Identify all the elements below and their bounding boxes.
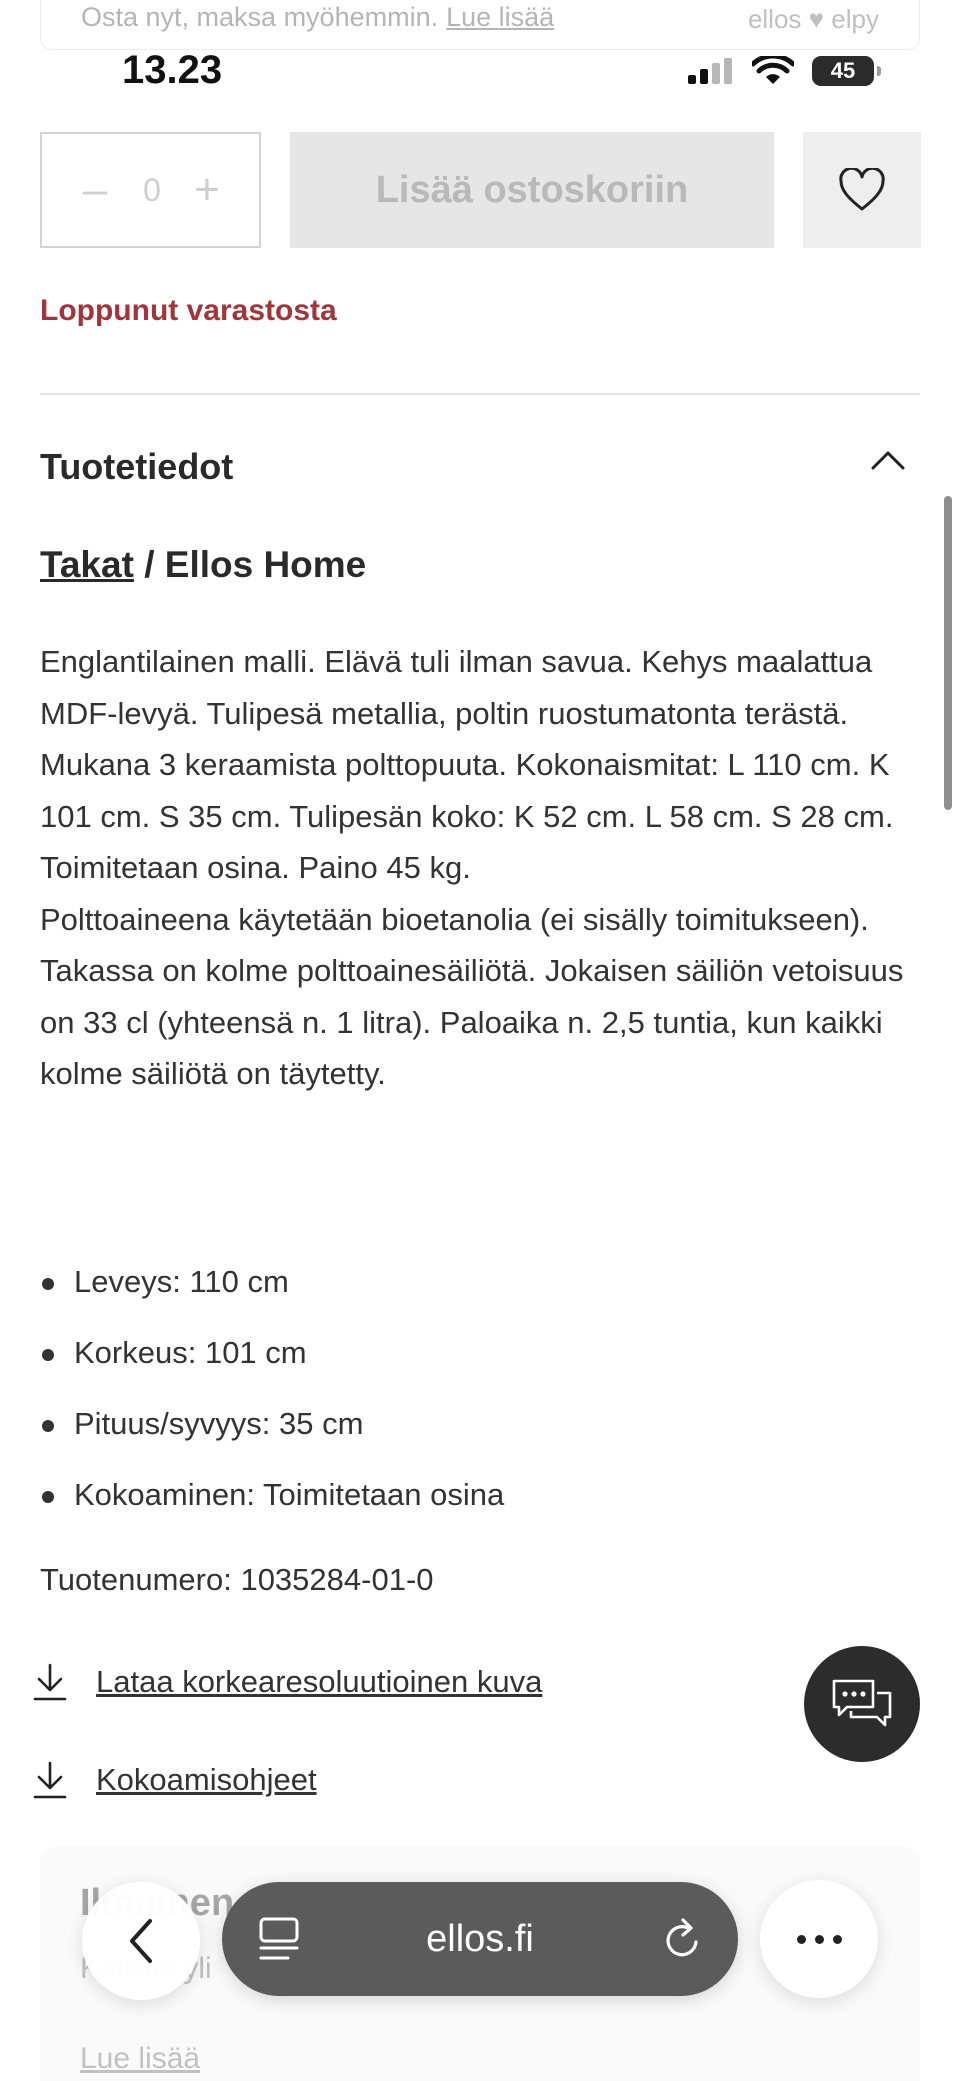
quantity-value[interactable]: 0 [143, 172, 161, 208]
browser-url-bar[interactable] [222, 1882, 738, 1996]
chat-button[interactable] [804, 1646, 920, 1762]
promo-banner [40, 0, 920, 50]
status-bar [0, 44, 960, 104]
product-description: Englantilainen malli. Elävä tuli ilman savua. Kehys maalattua MDF-levyä. Tulipesä metallia, poltin ruostumatonta terästä. Mukana 3 keraamista polttopuuta. Kokonaismitat: L 110 cm. K 101 cm. S 35 cm. Tulipesän koko: K 52 cm. L 58 cm. S 28 cm. Toimitetaan osina. Paino 45 kg. Polttoaineena käytetään bioetanolia (ei sisälly toimitukseen). Takassa on kolme polttoainesäiliötä. Jokaisen säiliön vetoisuus on 33 cl (yhteensä n. 1 litra). Paloaika n. 2,5 tuntia, kun kaikki kolme säiliötä on täytetty. [40, 644, 904, 1091]
breadcrumb-category-link[interactable]: Takat [40, 544, 134, 585]
download-assembly-instructions-link[interactable] [32, 1752, 317, 1808]
breadcrumb-brand: Ellos Home [164, 544, 367, 585]
breadcrumb-separator: / [133, 544, 165, 585]
more-icon [797, 1935, 806, 1944]
browser-more-button[interactable] [760, 1880, 878, 1998]
promo-message: Osta nyt, maksa myöhemmin. [81, 2, 439, 32]
section-divider [40, 393, 920, 395]
back-chevron-icon [126, 1917, 156, 1965]
promo-read-more-link[interactable]: Lue lisää [446, 2, 555, 32]
promo-text [81, 2, 554, 33]
product-number: Tuotenumero: 1035284-01-0 [40, 1562, 434, 1597]
quantity-decrease-button[interactable]: – [82, 165, 108, 214]
chat-icon [831, 1677, 893, 1731]
download-hires-image-label[interactable]: Lataa korkearesoluutioinen kuva [96, 1664, 543, 1699]
page-scrollbar[interactable] [944, 496, 952, 810]
browser-url-text[interactable]: ellos.fi [426, 1918, 534, 1960]
wifi-icon [752, 56, 794, 86]
quantity-stepper [40, 132, 261, 248]
download-assembly-instructions-label[interactable]: Kokoamisohjeet [96, 1762, 317, 1797]
download-icon [32, 1662, 68, 1702]
spec-item: Kokoaminen: Toimitetaan osina [40, 1467, 504, 1538]
spec-item: Korkeus: 101 cm [40, 1325, 504, 1396]
heart-icon [838, 168, 886, 212]
cellular-signal-icon [688, 58, 736, 84]
spec-item: Leveys: 110 cm [40, 1254, 504, 1325]
spec-list [40, 1254, 504, 1538]
download-hires-image-link[interactable] [32, 1654, 542, 1710]
more-icon-dot [815, 1935, 824, 1944]
chevron-up-icon[interactable] [870, 448, 906, 472]
spec-item: Pituus/syvyys: 35 cm [40, 1396, 504, 1467]
stock-status: Loppunut varastosta [40, 294, 337, 327]
browser-back-button[interactable] [82, 1882, 200, 2000]
product-info-heading[interactable]: Tuotetiedot [40, 446, 234, 487]
quantity-increase-button[interactable]: + [194, 165, 220, 214]
reload-icon[interactable] [662, 1916, 704, 1962]
breadcrumb [40, 544, 366, 586]
battery-indicator: 45 [812, 56, 874, 86]
status-time: 13.23 [122, 48, 223, 92]
promo-brand-logo: ellos ♥ elpy [747, 4, 879, 34]
download-icon [32, 1760, 68, 1800]
more-icon-dot [833, 1935, 842, 1944]
favorite-button[interactable] [803, 132, 921, 248]
add-to-cart-button[interactable]: Lisää ostoskoriin [290, 132, 774, 248]
battery-tip [877, 66, 881, 76]
